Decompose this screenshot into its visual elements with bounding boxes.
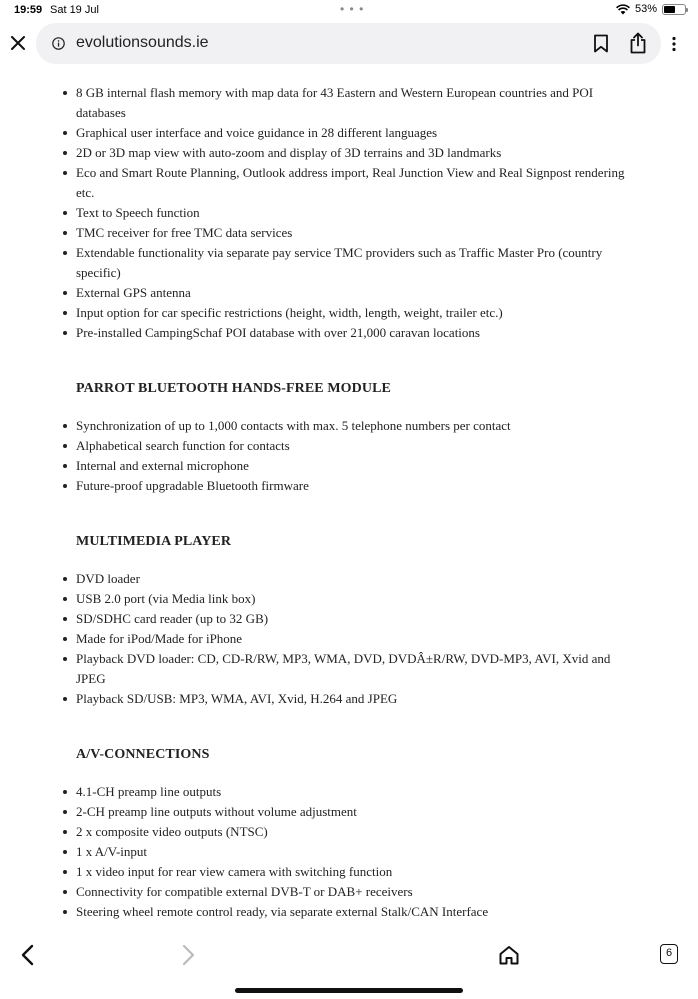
list-item: TMC receiver for free TMC data services — [76, 223, 638, 243]
close-icon — [11, 36, 25, 50]
section-heading: MULTIMEDIA PLAYER — [76, 534, 232, 549]
battery-level — [664, 6, 675, 13]
share-icon[interactable] — [629, 32, 647, 54]
list-item: Connectivity for compatible external DVB-T or DAB+ receivers — [76, 882, 638, 902]
url-text[interactable]: evolutionsounds.ie — [76, 34, 209, 51]
browser-toolbar — [0, 930, 698, 980]
list-item: Pre-installed CampingSchaf POI database with over 21,000 caravan locations — [76, 323, 638, 343]
page-content — [0, 80, 698, 922]
list-item: USB 2.0 port (via Media link box) — [76, 589, 638, 609]
list-item: External GPS antenna — [76, 283, 638, 303]
list-item: Playback DVD loader: CD, CD-R/RW, MP3, WMA, DVD, DVDÂ±R/RW, DVD-MP3, AVI, Xvid and JPEG — [76, 649, 638, 689]
av-connections-list — [0, 782, 698, 922]
battery-percent: 53% — [634, 3, 657, 15]
wifi-icon — [616, 4, 630, 15]
list-item: DVD loader — [76, 569, 638, 589]
list-item: 2 x composite video outputs (NTSC) — [76, 822, 638, 842]
status-indicators — [616, 3, 686, 15]
list-item: Graphical user interface and voice guidance in 28 different languages — [76, 123, 638, 143]
status-date: Sat 19 Jul — [50, 4, 99, 16]
navigation-feature-list — [0, 83, 698, 343]
av-connections-section — [0, 747, 698, 922]
list-item: Made for iPod/Made for iPhone — [76, 629, 638, 649]
status-bar — [0, 0, 698, 22]
section-heading: PARROT BLUETOOTH HANDS-FREE MODULE — [76, 381, 391, 396]
list-item: 1 x video input for rear view camera with switching function — [76, 862, 638, 882]
close-button[interactable] — [8, 33, 28, 53]
list-item: SD/SDHC card reader (up to 32 GB) — [76, 609, 638, 629]
list-item: Extendable functionality via separate pay service TMC providers such as Traffic Master Pro (country specific) — [76, 243, 638, 283]
list-item: Steering wheel remote control ready, via separate external Stalk/CAN Interface — [76, 902, 638, 922]
more-vertical-icon[interactable] — [671, 36, 683, 52]
home-indicator[interactable] — [235, 988, 463, 993]
list-item: Future-proof upgradable Bluetooth firmware — [76, 476, 638, 496]
list-item: Alphabetical search function for contacts — [76, 436, 638, 456]
list-item: 8 GB internal flash memory with map data for 43 Eastern and Western European countries and POI databases — [76, 83, 638, 123]
battery-icon — [662, 4, 686, 15]
list-item: Input option for car specific restrictions (height, width, length, weight, trailer etc.) — [76, 303, 638, 323]
list-item: 2-CH preamp line outputs without volume adjustment — [76, 802, 638, 822]
status-time: 19:59 — [14, 4, 43, 16]
multitask-dots[interactable]: • • • — [340, 2, 365, 16]
bookmark-icon[interactable] — [593, 34, 609, 53]
info-icon[interactable] — [52, 37, 65, 50]
list-item: 4.1-CH preamp line outputs — [76, 782, 638, 802]
list-item: 1 x A/V-input — [76, 842, 638, 862]
list-item: Playback SD/USB: MP3, WMA, AVI, Xvid, H.264 and JPEG — [76, 689, 638, 709]
multimedia-feature-list — [0, 569, 698, 709]
list-item: Internal and external microphone — [76, 456, 638, 476]
list-item: Synchronization of up to 1,000 contacts with max. 5 telephone numbers per contact — [76, 416, 638, 436]
bluetooth-section — [0, 381, 698, 496]
list-item: Text to Speech function — [76, 203, 638, 223]
home-icon[interactable] — [498, 944, 520, 966]
section-heading: A/V-CONNECTIONS — [76, 747, 210, 762]
address-bar[interactable] — [36, 23, 661, 64]
bluetooth-feature-list — [0, 416, 698, 496]
forward-icon[interactable] — [178, 944, 198, 966]
list-item: Eco and Smart Route Planning, Outlook address import, Real Junction View and Real Signpost rendering etc. — [76, 163, 638, 203]
tabs-button[interactable]: 6 — [660, 944, 678, 964]
navigation-features-section — [0, 83, 698, 343]
multimedia-section — [0, 534, 698, 709]
back-icon[interactable] — [18, 944, 38, 966]
list-item: 2D or 3D map view with auto-zoom and display of 3D terrains and 3D landmarks — [76, 143, 638, 163]
